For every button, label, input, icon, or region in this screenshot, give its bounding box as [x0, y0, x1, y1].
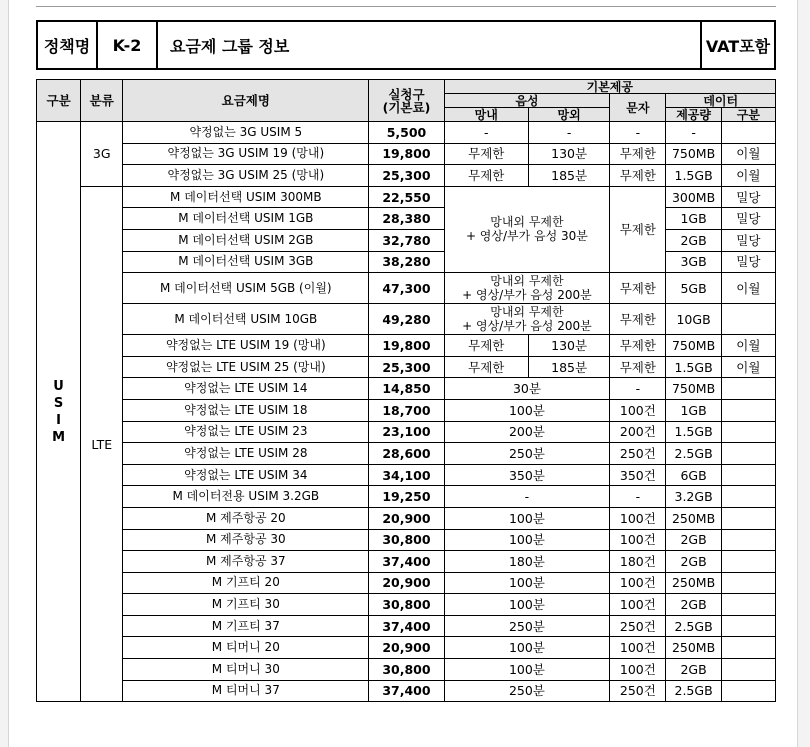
plan-price: 18,700 [369, 399, 444, 421]
header-voice: 음성 [444, 94, 610, 108]
plan-price: 19,800 [369, 335, 444, 357]
sms: 100건 [610, 637, 666, 659]
voice-out: 130분 [528, 143, 609, 165]
data-amount: 3.2GB [666, 486, 721, 508]
voice-in: 무제한 [444, 143, 528, 165]
plan-price: 22,550 [369, 186, 444, 208]
policy-title-bar [36, 20, 776, 70]
table-row [37, 273, 776, 304]
plan-price: 47,300 [369, 273, 444, 304]
voice: 100분 [444, 637, 610, 659]
plan-price: 20,900 [369, 572, 444, 594]
header-type: 분류 [81, 80, 123, 122]
plan-price: 20,900 [369, 637, 444, 659]
table-row [37, 421, 776, 443]
plan-name: M 데이터선택 USIM 10GB [123, 304, 369, 335]
header-voice-in: 망내 [444, 108, 528, 122]
voice: 100분 [444, 529, 610, 551]
data-unit: 이월 [721, 273, 775, 304]
data-unit: 이월 [721, 356, 775, 378]
table-row [37, 165, 776, 187]
plan-price: 5,500 [369, 122, 444, 144]
header-rule [36, 6, 776, 7]
voice: - [444, 486, 610, 508]
policy-name: 요금제 그룹 정보 [157, 21, 701, 69]
header-voice-out: 망외 [528, 108, 609, 122]
plan-name: 약정없는 3G USIM 5 [123, 122, 369, 144]
table-row [37, 680, 776, 702]
plan-name: 약정없는 LTE USIM 18 [123, 399, 369, 421]
sms: 무제한 [610, 273, 666, 304]
voice: 100분 [444, 659, 610, 681]
data-unit [721, 507, 775, 529]
data-unit: 밀당 [721, 229, 775, 251]
table-row [37, 659, 776, 681]
plan-name: 약정없는 3G USIM 25 (망내) [123, 165, 369, 187]
voice-out: 185분 [528, 356, 609, 378]
header-data: 데이터 [666, 94, 776, 108]
data-amount: 1.5GB [666, 356, 721, 378]
sms: 100건 [610, 399, 666, 421]
sms: 무제한 [610, 143, 666, 165]
data-unit [721, 615, 775, 637]
data-amount: 2.5GB [666, 680, 721, 702]
table-row [37, 335, 776, 357]
plan-price: 49,280 [369, 304, 444, 335]
table-row [37, 464, 776, 486]
data-unit [721, 659, 775, 681]
type-3g: 3G [81, 122, 123, 187]
table-row [37, 615, 776, 637]
plan-name: M 데이터선택 USIM 3GB [123, 251, 369, 273]
voice: 100분 [444, 399, 610, 421]
sms: 100건 [610, 529, 666, 551]
voice: 100분 [444, 594, 610, 616]
data-amount: - [666, 122, 721, 144]
data-amount: 3GB [666, 251, 721, 273]
plan-price: 30,800 [369, 594, 444, 616]
plan-price: 19,800 [369, 143, 444, 165]
plan-price: 28,380 [369, 208, 444, 230]
sms: 무제한 [610, 304, 666, 335]
data-amount: 10GB [666, 304, 721, 335]
plan-name: M 데이터전용 USIM 3.2GB [123, 486, 369, 508]
data-amount: 750MB [666, 335, 721, 357]
data-amount: 750MB [666, 378, 721, 400]
data-amount: 2GB [666, 659, 721, 681]
plan-price: 34,100 [369, 464, 444, 486]
table-row [37, 143, 776, 165]
sms: 무제한 [610, 335, 666, 357]
data-unit: 이월 [721, 165, 775, 187]
data-amount: 250MB [666, 637, 721, 659]
plan-price: 37,400 [369, 615, 444, 637]
data-unit [721, 304, 775, 335]
data-amount: 2GB [666, 229, 721, 251]
plan-name: M 제주항공 30 [123, 529, 369, 551]
sms: - [610, 378, 666, 400]
table-row [37, 529, 776, 551]
plan-price: 30,800 [369, 529, 444, 551]
sms: 100건 [610, 659, 666, 681]
rate-plan-table [36, 79, 776, 702]
data-amount: 750MB [666, 143, 721, 165]
data-unit: 밀당 [721, 186, 775, 208]
plan-name: M 기프티 20 [123, 572, 369, 594]
voice-in: 무제한 [444, 165, 528, 187]
plan-price: 25,300 [369, 165, 444, 187]
table-row [37, 594, 776, 616]
table-row [37, 637, 776, 659]
data-amount: 2.5GB [666, 443, 721, 465]
header-data-amount: 제공량 [666, 108, 721, 122]
data-unit [721, 594, 775, 616]
plan-price: 38,280 [369, 251, 444, 273]
table-row [37, 486, 776, 508]
sms: 250건 [610, 443, 666, 465]
plan-name: 약정없는 3G USIM 19 (망내) [123, 143, 369, 165]
sms: 200건 [610, 421, 666, 443]
voice: 350분 [444, 464, 610, 486]
table-row [37, 304, 776, 335]
sms: - [610, 486, 666, 508]
data-unit [721, 443, 775, 465]
table-row [37, 378, 776, 400]
voice-in: - [444, 122, 528, 144]
plan-name: 약정없는 LTE USIM 14 [123, 378, 369, 400]
data-amount: 1.5GB [666, 165, 721, 187]
header-charge-line1: 실청구 [388, 86, 425, 102]
header-row [37, 80, 776, 94]
voice-out: 130분 [528, 335, 609, 357]
sms: 250건 [610, 615, 666, 637]
sms: 100건 [610, 572, 666, 594]
sms: 무제한 [610, 165, 666, 187]
data-unit [721, 486, 775, 508]
plan-name: M 티머니 20 [123, 637, 369, 659]
data-unit [721, 572, 775, 594]
data-amount: 2GB [666, 551, 721, 573]
plan-name: M 기프티 30 [123, 594, 369, 616]
plan-name: M 데이터선택 USIM 300MB [123, 186, 369, 208]
data-amount: 5GB [666, 273, 721, 304]
data-unit [721, 551, 775, 573]
voice: 250분 [444, 443, 610, 465]
sms: 100건 [610, 594, 666, 616]
voice: 250분 [444, 615, 610, 637]
plan-name: 약정없는 LTE USIM 23 [123, 421, 369, 443]
data-unit: 밀당 [721, 251, 775, 273]
type-lte: LTE [81, 186, 123, 701]
voice-in: 무제한 [444, 356, 528, 378]
data-unit: 밀당 [721, 208, 775, 230]
header-basic: 기본제공 [444, 80, 775, 94]
table-row [37, 507, 776, 529]
plan-name: M 데이터선택 USIM 2GB [123, 229, 369, 251]
table-row [37, 356, 776, 378]
sms: 무제한 [610, 356, 666, 378]
plan-price: 32,780 [369, 229, 444, 251]
voice-out: 185분 [528, 165, 609, 187]
sms: - [610, 122, 666, 144]
table-row [37, 572, 776, 594]
plan-price: 19,250 [369, 486, 444, 508]
plan-name: M 제주항공 20 [123, 507, 369, 529]
plan-name: M 데이터선택 USIM 1GB [123, 208, 369, 230]
data-amount: 2GB [666, 529, 721, 551]
data-amount: 300MB [666, 186, 721, 208]
plan-name: M 티머니 30 [123, 659, 369, 681]
table-row [37, 399, 776, 421]
data-amount: 1GB [666, 208, 721, 230]
table-row [37, 551, 776, 573]
plan-price: 37,400 [369, 680, 444, 702]
category-usim: U S I M [37, 122, 81, 702]
sms: 250건 [610, 680, 666, 702]
voice: 30분 [444, 378, 610, 400]
voice: 200분 [444, 421, 610, 443]
voice: 100분 [444, 572, 610, 594]
data-unit: 이월 [721, 335, 775, 357]
voice-in: 무제한 [444, 335, 528, 357]
plan-price: 30,800 [369, 659, 444, 681]
header-charge [369, 80, 444, 122]
table-row [37, 122, 776, 144]
plan-price: 20,900 [369, 507, 444, 529]
data-amount: 1.5GB [666, 421, 721, 443]
plan-price: 14,850 [369, 378, 444, 400]
plan-price: 37,400 [369, 551, 444, 573]
header-charge-line2: (기본료) [382, 99, 431, 115]
data-amount: 250MB [666, 572, 721, 594]
plan-name: M 제주항공 37 [123, 551, 369, 573]
data-unit [721, 378, 775, 400]
sms: 100건 [610, 507, 666, 529]
policy-label: 정책명 [37, 21, 97, 69]
plan-name: 약정없는 LTE USIM 34 [123, 464, 369, 486]
header-data-unit: 구분 [721, 108, 775, 122]
voice-combined: 망내외 무제한 + 영상/부가 음성 200분 [444, 273, 610, 304]
voice: 100분 [444, 507, 610, 529]
data-unit [721, 399, 775, 421]
vat-label: VAT포함 [701, 21, 775, 69]
data-amount: 250MB [666, 507, 721, 529]
data-unit [721, 680, 775, 702]
data-amount: 1GB [666, 399, 721, 421]
voice-combined: 망내외 무제한 + 영상/부가 음성 30분 [444, 186, 610, 272]
sms: 350건 [610, 464, 666, 486]
plan-name: 약정없는 LTE USIM 25 (망내) [123, 356, 369, 378]
data-unit [721, 122, 775, 144]
table-row [37, 443, 776, 465]
data-unit [721, 637, 775, 659]
sms: 180건 [610, 551, 666, 573]
data-unit: 이월 [721, 143, 775, 165]
data-amount: 6GB [666, 464, 721, 486]
header-plan: 요금제명 [123, 80, 369, 122]
policy-code: K-2 [97, 21, 157, 69]
data-unit [721, 421, 775, 443]
voice: 180분 [444, 551, 610, 573]
data-amount: 2GB [666, 594, 721, 616]
data-unit [721, 464, 775, 486]
plan-name: 약정없는 LTE USIM 19 (망내) [123, 335, 369, 357]
plan-price: 28,600 [369, 443, 444, 465]
table-row [37, 186, 776, 208]
plan-price: 23,100 [369, 421, 444, 443]
data-amount: 2.5GB [666, 615, 721, 637]
sms: 무제한 [610, 186, 666, 272]
plan-name: M 티머니 37 [123, 680, 369, 702]
header-category: 구분 [37, 80, 81, 122]
voice-combined: 망내외 무제한 + 영상/부가 음성 200분 [444, 304, 610, 335]
data-unit [721, 529, 775, 551]
plan-name: 약정없는 LTE USIM 28 [123, 443, 369, 465]
plan-name: M 기프티 37 [123, 615, 369, 637]
voice-out: - [528, 122, 609, 144]
plan-name: M 데이터선택 USIM 5GB (이월) [123, 273, 369, 304]
voice: 250분 [444, 680, 610, 702]
plan-price: 25,300 [369, 356, 444, 378]
header-sms: 문자 [610, 94, 666, 122]
